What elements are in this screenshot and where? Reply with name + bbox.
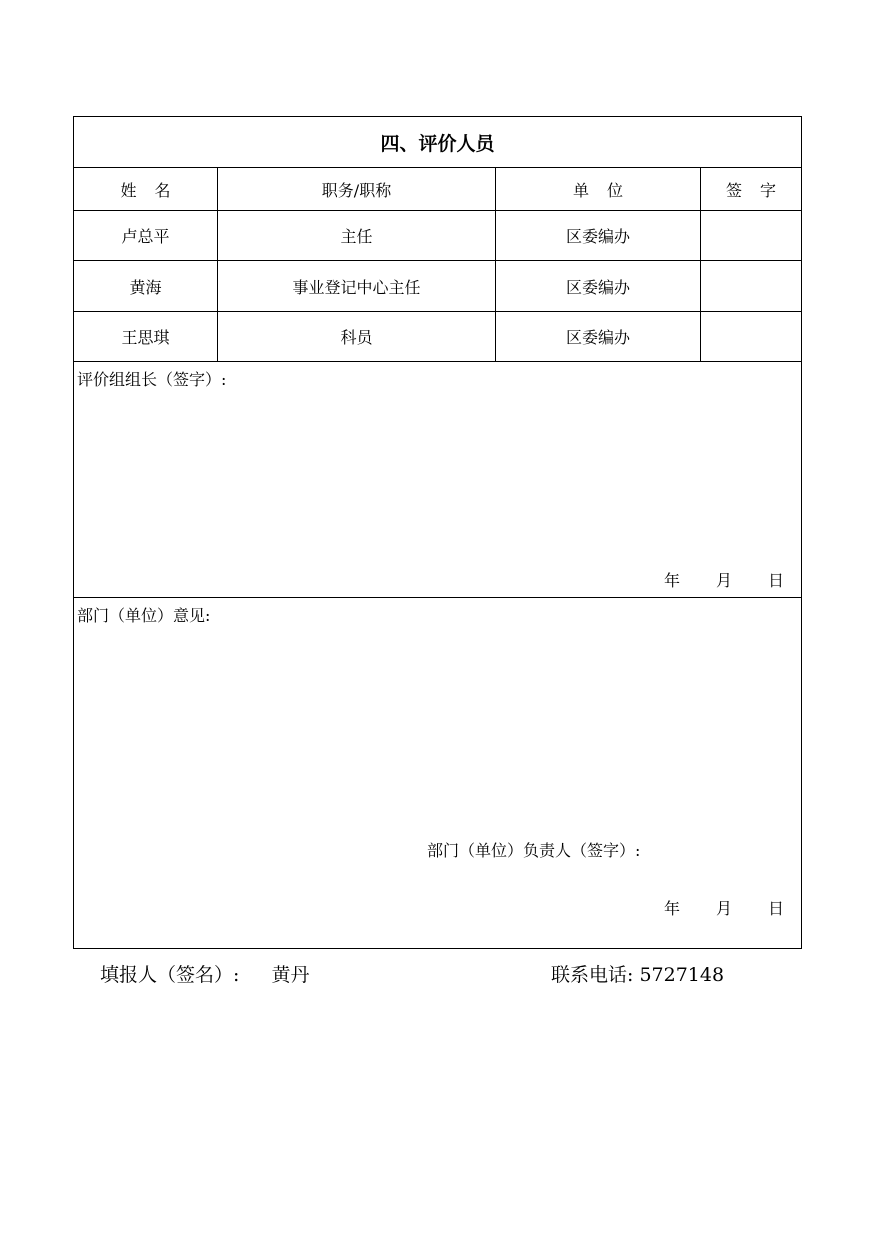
table-row-1-position: 主任 [218,211,496,261]
evaluation-form [73,116,802,949]
department-date-year: 年 [663,899,680,918]
department-opinion-section[interactable] [74,598,801,948]
header-unit [496,168,701,211]
header-name-label: 姓名 [120,180,189,200]
table-row-1-signature[interactable] [701,211,801,261]
header-position-label: 职务/职称 [321,180,392,200]
table-row-3-name: 王思琪 [74,312,218,362]
leader-date-month: 月 [715,571,732,590]
table-row-1-unit: 区委编办 [496,211,701,261]
department-opinion-label: 部门（单位）意见: [77,606,211,625]
phone-label: 联系电话: [551,964,634,986]
leader-signature-section[interactable] [74,362,801,598]
department-date-month: 月 [715,899,732,918]
leader-date-year: 年 [663,571,680,590]
table-row-2-position: 事业登记中心主任 [218,261,496,312]
leader-date [664,568,784,591]
filler-name: 黄丹 [271,964,310,986]
header-name [74,168,218,211]
contact-info [551,960,724,987]
filler-info [100,960,310,987]
department-date [664,896,784,919]
department-date-day: 日 [767,899,784,918]
header-position [218,168,496,211]
table-row-2-unit: 区委编办 [496,261,701,312]
leader-signature-label: 评价组组长（签字）: [77,370,227,389]
leader-date-day: 日 [767,571,784,590]
table-row-2-signature[interactable] [701,261,801,312]
header-signature-label: 签字 [725,180,794,200]
header-unit-label: 单位 [572,180,641,200]
table-row-3-signature[interactable] [701,312,801,362]
table-row-2-name: 黄海 [74,261,218,312]
department-responsible-label: 部门（单位）负责人（签字）: [427,841,641,860]
table-row-3-position: 科员 [218,312,496,362]
phone-number: 5727148 [639,964,725,986]
header-signature [701,168,801,211]
section-title: 四、评价人员 [74,117,801,168]
table-row-1-name: 卢总平 [74,211,218,261]
table-row-3-unit: 区委编办 [496,312,701,362]
filler-label: 填报人（签名）: [100,964,240,986]
